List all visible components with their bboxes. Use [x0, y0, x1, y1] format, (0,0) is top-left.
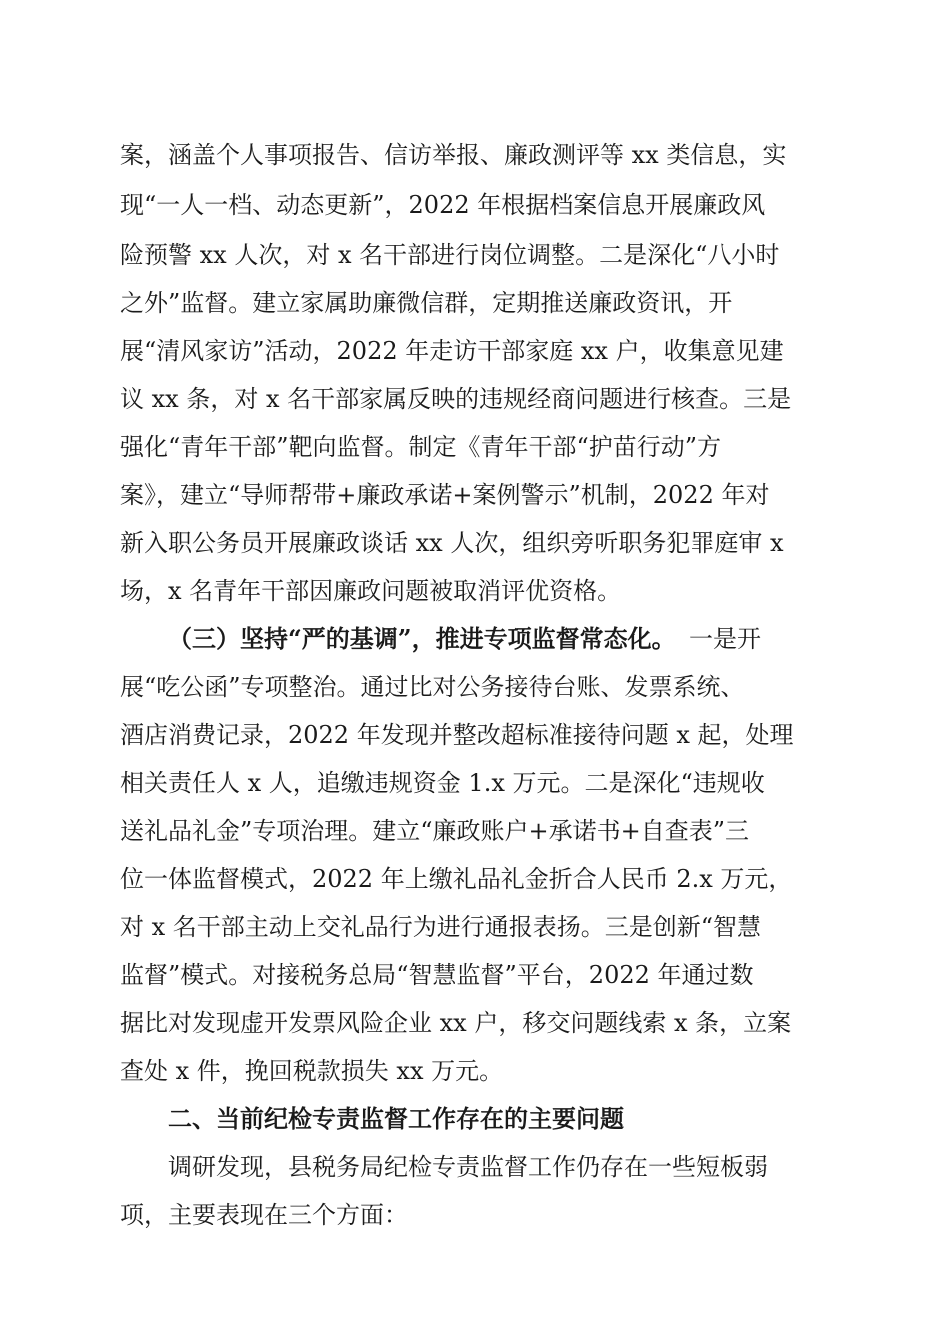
body-line	[0, 763, 950, 803]
body-text: 新入职公务员开展廉政谈话 xx 人次，组织旁听职务犯罪庭审 x	[120, 529, 784, 557]
body-line	[0, 859, 950, 899]
body-line	[0, 1195, 950, 1235]
body-text: 对 x 名干部主动上交礼品行为进行通报表扬。三是创新“智慧	[120, 913, 762, 941]
section-3-first-line-rest: 一是开	[689, 625, 761, 653]
body-line	[0, 283, 950, 323]
body-text: 相关责任人 x 人，追缴违规资金 1.x 万元。二是深化“违规收	[120, 769, 765, 797]
body-line	[0, 185, 950, 225]
body-text: 查处 x 件，挽回税款损失 xx 万元。	[120, 1057, 504, 1085]
body-text: 位一体监督模式，2022 年上缴礼品礼金折合人民币 2.x 万元，	[120, 865, 793, 893]
body-text: 案，涵盖个人事项报告、信访举报、廉政测评等 xx 类信息，实	[120, 141, 787, 169]
body-text: 现“一人一档、动态更新”，2022 年根据档案信息开展廉政风	[120, 191, 766, 219]
body-line	[0, 331, 950, 371]
body-line	[0, 571, 950, 611]
body-line	[0, 955, 950, 995]
part-2-heading: 二、当前纪检专责监督工作存在的主要问题	[168, 1105, 624, 1133]
body-text: 案》，建立“导师帮带+廉政承诺+案例警示”机制，2022 年对	[120, 481, 770, 509]
body-text: 险预警 xx 人次，对 x 名干部进行岗位调整。二是深化“八小时	[120, 241, 780, 269]
body-text: 展“吃公函”专项整治。通过比对公务接待台账、发票系统、	[120, 673, 745, 701]
body-text: 据比对发现虚开发票风险企业 xx 户，移交问题线索 x 条，立案	[120, 1009, 792, 1037]
part-2-heading-line	[0, 1099, 950, 1139]
body-text: 项，主要表现在三个方面：	[120, 1201, 408, 1229]
body-line	[0, 667, 950, 707]
body-line	[0, 475, 950, 515]
body-text: 强化“青年干部”靶向监督。制定《青年干部“护苗行动”方	[120, 433, 722, 461]
body-line	[0, 907, 950, 947]
body-text: 场，x 名青年干部因廉政问题被取消评优资格。	[120, 577, 622, 605]
body-line	[0, 235, 950, 275]
body-text: 之外”监督。建立家属助廉微信群，定期推送廉政资讯，开	[120, 289, 733, 317]
body-line	[0, 523, 950, 563]
body-text: 送礼品礼金”专项治理。建立“廉政账户+承诺书+自查表”三	[120, 817, 750, 845]
body-line	[0, 379, 950, 419]
body-text: 展“清风家访”活动，2022 年走访干部家庭 xx 户，收集意见建	[120, 337, 784, 365]
body-line	[0, 1003, 950, 1043]
body-text: 酒店消费记录，2022 年发现并整改超标准接待问题 x 起，处理	[120, 721, 794, 749]
section-3-heading: （三）坚持“严的基调”，推进专项监督常态化。	[168, 624, 676, 653]
body-line	[0, 715, 950, 755]
body-text: 监督”模式。对接税务总局“智慧监督”平台，2022 年通过数	[120, 961, 754, 989]
body-line	[0, 1147, 950, 1187]
body-line	[0, 427, 950, 467]
body-text: 调研发现，县税务局纪检专责监督工作仍存在一些短板弱	[168, 1153, 768, 1181]
body-text: 议 xx 条，对 x 名干部家属反映的违规经商问题进行核查。三是	[120, 385, 792, 413]
section-3-first-line	[0, 619, 950, 659]
body-line	[0, 1051, 950, 1091]
body-line	[0, 811, 950, 851]
body-line	[0, 135, 950, 175]
